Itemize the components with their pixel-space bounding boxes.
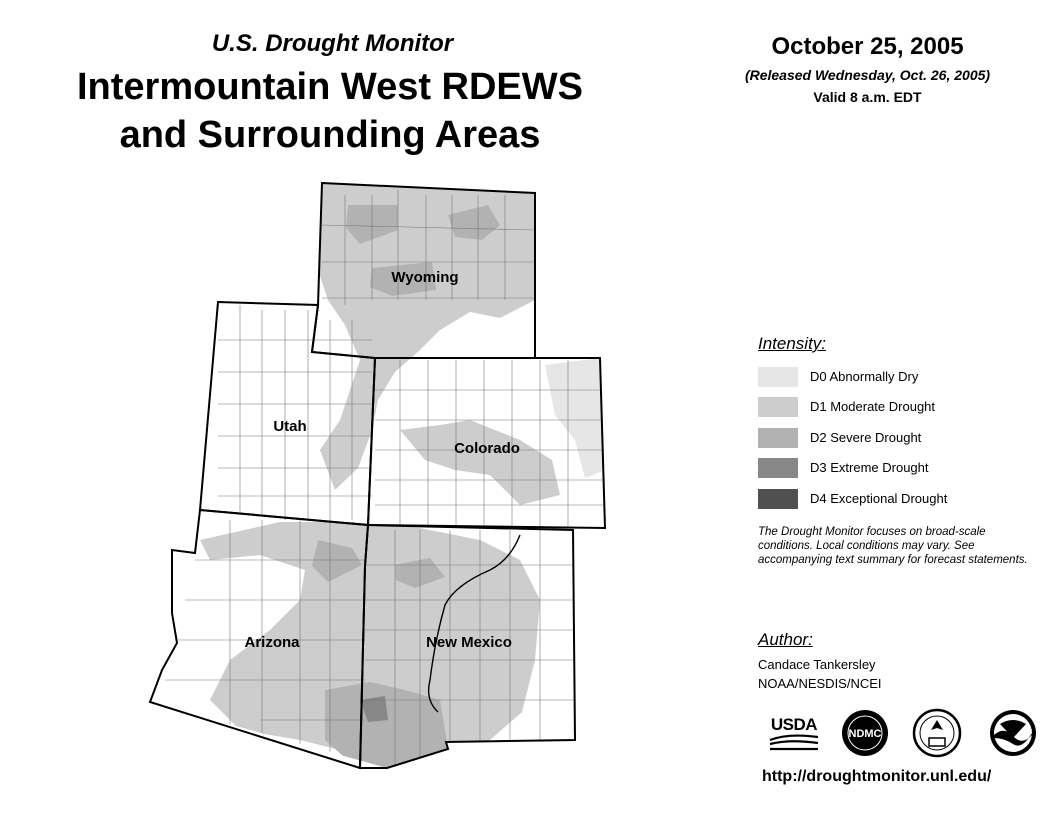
legend-label-d0: D0 Abnormally Dry xyxy=(810,369,919,384)
legend-swatch-d1 xyxy=(758,397,798,417)
legend-swatch-d2 xyxy=(758,428,798,448)
author-org: NOAA/NESDIS/NCEI xyxy=(758,676,882,691)
state-label-utah: Utah xyxy=(273,418,307,435)
drought-area-d0-eastcolorado xyxy=(545,358,605,478)
legend-heading: Intensity: xyxy=(758,334,827,353)
drought-monitor-link[interactable]: http://droughtmonitor.unl.edu/ xyxy=(762,768,992,785)
legend-swatch-d4 xyxy=(758,489,798,509)
drought-map xyxy=(145,178,615,773)
legend-swatch-d3 xyxy=(758,458,798,478)
state-label-colorado: Colorado xyxy=(454,440,520,457)
legend-label-d2: D2 Severe Drought xyxy=(810,430,922,445)
author-heading: Author: xyxy=(758,630,813,649)
state-label-arizona: Arizona xyxy=(244,634,300,651)
legend-label-d3: D3 Extreme Drought xyxy=(810,460,929,475)
legend-label-d4: D4 Exceptional Drought xyxy=(810,491,948,506)
usda-logo xyxy=(768,715,820,753)
drought-area-d1-colorado xyxy=(400,420,560,505)
usda-logo-mark xyxy=(768,715,820,753)
noaa-logo xyxy=(988,708,1038,758)
map-subtitle: U.S. Drought Monitor xyxy=(211,30,454,57)
map-title-line1: Intermountain West RDEWS xyxy=(77,66,583,108)
map-date: October 25, 2005 xyxy=(771,33,964,60)
state-label-new-mexico: New Mexico xyxy=(426,634,512,651)
state-label-wyoming: Wyoming xyxy=(391,269,459,286)
valid-time: Valid 8 a.m. EDT xyxy=(813,89,922,105)
legend-swatch-d0 xyxy=(758,367,798,387)
ndmc-logo xyxy=(840,708,890,758)
commerce-seal-logo xyxy=(912,708,962,758)
author-name: Candace Tankersley xyxy=(758,657,876,672)
ndmc-logo-text: NDMC xyxy=(848,728,882,740)
map-title-line2: and Surrounding Areas xyxy=(119,114,541,156)
disclaimer-note: The Drought Monitor focuses on broad-scale conditions. Local conditions may vary. See accompanying text summary for forecast statements. xyxy=(758,526,1028,566)
usda-logo-text: USDA xyxy=(770,715,818,734)
legend-label-d1: D1 Moderate Drought xyxy=(810,399,936,414)
release-date: (Released Wednesday, Oct. 26, 2005) xyxy=(744,67,991,83)
